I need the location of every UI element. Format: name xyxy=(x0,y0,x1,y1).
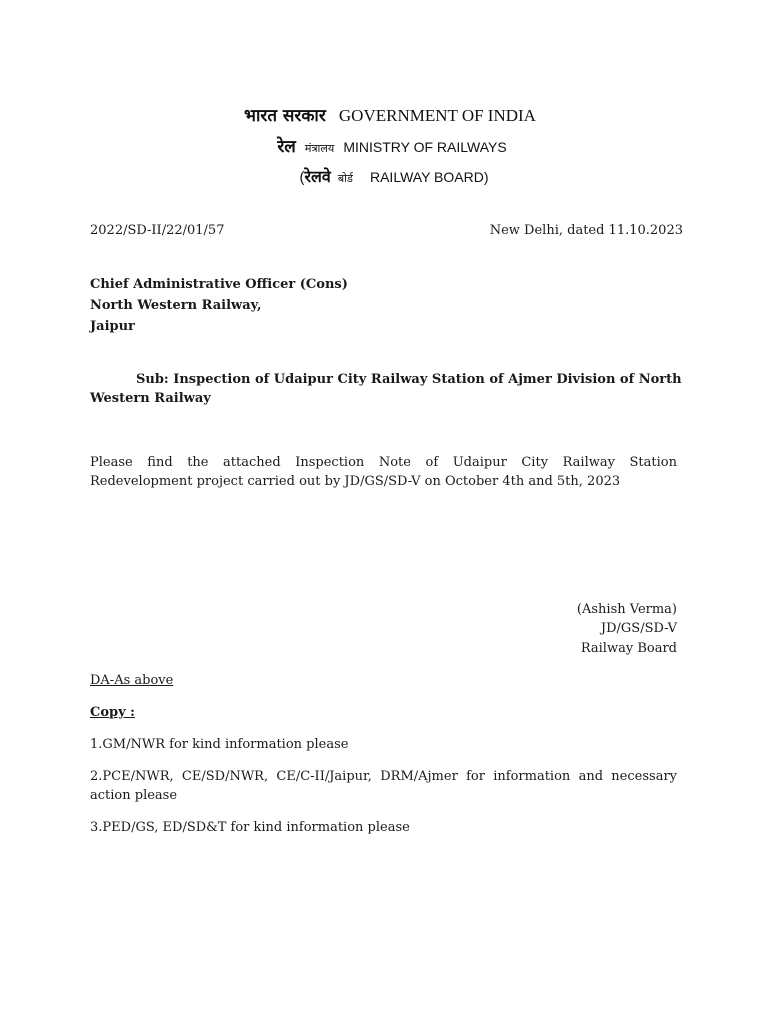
signature-office: Railway Board xyxy=(580,641,677,656)
copy-heading: Copy : xyxy=(90,705,135,720)
addressee-title: Chief Administrative Officer (Cons) xyxy=(90,277,348,292)
letterhead-line-board xyxy=(0,165,768,187)
signature-designation: JD/GS/SD-V xyxy=(600,621,677,636)
letterhead-line-ministry xyxy=(0,134,768,157)
addressee-organisation: North Western Railway, xyxy=(90,298,262,313)
copy-item-2: 2.PCE/NWR, CE/SD/NWR, CE/C-II/Jaipur, DRM/Ajmer for information and necessary action please xyxy=(90,769,677,803)
copy-item-1: 1.GM/NWR for kind information please xyxy=(90,737,349,752)
copy-item-3: 3.PED/GS, ED/SD&T for kind information please xyxy=(90,820,410,835)
letterhead-english-government: GOVERNMENT OF INDIA xyxy=(338,106,536,125)
body-paragraph: Please find the attached Inspection Note of Udaipur City Railway Station Redevelopment project carried out by JD/GS/SD-V on October 4th and 5th, 2023 xyxy=(90,455,677,489)
subject-line-1: Sub: Inspection of Udaipur City Railway Station of Ajmer Division of North xyxy=(136,372,682,387)
place-date: New Delhi, dated 11.10.2023 xyxy=(489,223,683,238)
reference-number: 2022/SD-II/22/01/57 xyxy=(90,223,225,238)
signature-name: (Ashish Verma) xyxy=(576,602,677,617)
letterhead-open-paren: ( xyxy=(299,169,305,186)
letterhead-english-board: RAILWAY BOARD) xyxy=(369,169,489,185)
letterhead-hindi-ministry: मंत्रालय xyxy=(304,142,335,155)
enclosure-note: DA-As above xyxy=(90,673,174,688)
addressee-city: Jaipur xyxy=(90,319,135,334)
letterhead-hindi-government: भारत सरकार xyxy=(244,106,326,126)
letterhead-hindi-rail: रेल xyxy=(277,137,296,157)
letterhead-hindi-railway: रेलवे xyxy=(304,167,331,186)
letterhead-hindi-board: बोर्ड xyxy=(337,172,353,185)
letterhead-line-government xyxy=(0,103,768,126)
subject-line-2: Western Railway xyxy=(90,391,211,406)
letterhead-english-ministry: MINISTRY OF RAILWAYS xyxy=(343,139,507,155)
